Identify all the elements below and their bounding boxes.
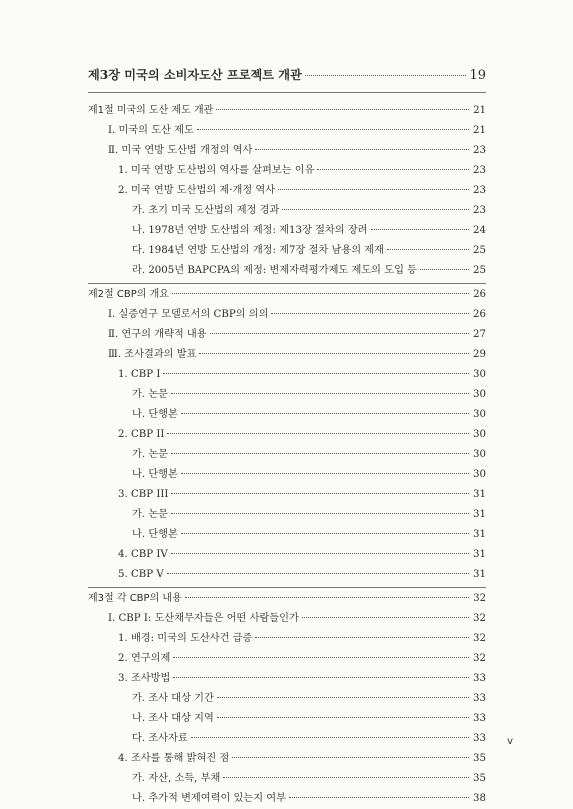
dot-leader [223,777,469,778]
entry-page: 31 [473,509,486,520]
divider [88,587,486,588]
entry-label: Ⅱ. 연구의 개략적 내용 [108,329,207,340]
entry-page: 32 [473,653,486,664]
entry-label: 가. 조사 대상 기간 [132,693,214,704]
toc-entry[interactable] [88,261,486,281]
toc-entry[interactable] [88,485,486,505]
dot-leader [302,617,469,618]
entry-page: 25 [473,245,486,256]
toc-entry[interactable] [88,241,486,261]
entry-page: 33 [473,713,486,724]
entry-page: 26 [473,309,486,320]
entry-page: 32 [473,593,486,604]
entry-page: 27 [473,329,486,340]
entry-page: 35 [473,773,486,784]
dot-leader [305,75,467,76]
entry-label: 나. 1978년 연방 도산법의 제정: 제13장 절차의 장려 [132,225,368,236]
sections-container [88,92,486,809]
entry-label: 가. 논문 [132,509,168,520]
entry-label: 가. 논문 [132,449,168,460]
entry-label: 나. 조사 대상 지역 [132,713,214,724]
dot-leader [271,313,469,314]
divider [88,283,486,284]
dot-leader [167,433,469,434]
entry-page: 23 [473,165,486,176]
toc-entry[interactable] [88,629,486,649]
dot-leader [171,493,469,494]
toc-entry[interactable] [88,729,486,749]
entry-page: 25 [473,265,486,276]
entry-label: 1. 배경: 미국의 도산사건 급증 [118,633,253,644]
toc-entry[interactable] [88,789,486,809]
toc-entry[interactable] [88,405,486,425]
toc-entry[interactable] [88,649,486,669]
toc-entry[interactable] [88,525,486,545]
entry-page: 31 [473,529,486,540]
toc-entry[interactable] [88,121,486,141]
toc-entry[interactable] [88,325,486,345]
section-entry[interactable] [88,101,486,121]
dot-leader [167,573,469,574]
entry-page: 30 [473,369,486,380]
entry-label: Ⅰ. 실증연구 모델로서의 CBP의 의의 [108,309,269,320]
dot-leader [387,249,469,250]
entry-page: 30 [473,469,486,480]
dot-leader [181,413,469,414]
dot-leader [172,293,469,294]
dot-leader [255,149,469,150]
entry-page: 23 [473,185,486,196]
toc-entry[interactable] [88,141,486,161]
dot-leader [255,637,469,638]
page-number-roman: v [507,736,513,747]
dot-leader [210,333,469,334]
toc-entry[interactable] [88,425,486,445]
entry-label: 가. 초기 미국 도산법의 제정 경과 [132,205,280,216]
entry-page: 32 [473,633,486,644]
entry-page: 33 [473,733,486,744]
dot-leader [232,757,469,758]
chapter-entry[interactable] [88,64,486,86]
toc-entry[interactable] [88,181,486,201]
entry-label: 1. 미국 연방 도산법의 역사를 살펴보는 이유 [118,165,315,176]
dot-leader [171,513,469,514]
entry-page: 24 [473,225,486,236]
toc-entry[interactable] [88,345,486,365]
toc-entry[interactable] [88,161,486,181]
entry-page: 30 [473,389,486,400]
entry-label: 2. CBP II [118,429,165,440]
entry-label: Ⅰ. 미국의 도산 제도 [108,125,194,136]
entry-label: 2. 미국 연방 도산법의 제·개정 역사 [118,185,276,196]
entry-label: 나. 단행본 [132,409,178,420]
dot-leader [171,553,469,554]
dot-leader [199,353,469,354]
entry-page: 23 [473,205,486,216]
entry-label: 나. 추가적 변제여력이 있는지 여부 [132,793,286,804]
entry-page: 23 [473,145,486,156]
entry-label: 나. 단행본 [132,529,178,540]
entry-label: 4. CBP IV [118,549,168,560]
entry-page: 21 [473,125,486,136]
entry-label: 다. 1984년 연방 도산법의 개정: 제7장 절차 남용의 제재 [132,245,384,256]
chapter-title: 제3장 미국의 소비자도산 프로젝트 개관 [88,68,302,82]
dot-leader [282,209,469,210]
toc-entry[interactable] [88,385,486,405]
dot-leader [289,797,469,798]
dot-leader [173,677,469,678]
toc-entry[interactable] [88,709,486,729]
entry-label: 3. 조사방법 [118,673,171,684]
entry-page: 30 [473,449,486,460]
entry-label: 나. 단행본 [132,469,178,480]
entry-page: 21 [473,105,486,116]
dot-leader [163,373,469,374]
entry-label: 다. 조사자료 [132,733,188,744]
section-entry[interactable] [88,589,486,609]
toc-entry[interactable] [88,221,486,241]
dot-leader [216,109,469,110]
entry-page: 32 [473,613,486,624]
entry-label: 1. CBP I [118,369,161,380]
entry-page: 38 [473,793,486,804]
entry-label: 4. 조사를 통해 밝혀진 점 [118,753,230,764]
toc-entry[interactable] [88,305,486,325]
entry-page: 29 [473,349,486,360]
entry-page: 30 [473,429,486,440]
entry-label: 제2절 CBP의 개요 [88,289,169,300]
entry-label: Ⅰ. CBP I: 도산채무자들은 어떤 사람들인가 [108,613,299,624]
entry-label: 가. 자산, 소득, 부채 [132,773,221,784]
entry-label: 가. 논문 [132,389,168,400]
toc-entry[interactable] [88,445,486,465]
entry-label: Ⅱ. 미국 연방 도산법 개정의 역사 [108,145,253,156]
section-entry[interactable] [88,285,486,305]
chapter-page: 19 [469,68,486,83]
entry-label: 제1절 미국의 도산 제도 개관 [88,105,214,116]
toc-entry[interactable] [88,545,486,565]
toc-entry[interactable] [88,365,486,385]
toc-entry[interactable] [88,669,486,689]
toc-entry[interactable] [88,609,486,629]
dot-leader [197,129,469,130]
entry-label: 제3절 각 CBP의 내용 [88,593,182,604]
dot-leader [420,269,469,270]
toc-entry[interactable] [88,565,486,585]
toc-entry[interactable] [88,505,486,525]
dot-leader [191,737,469,738]
entry-page: 33 [473,693,486,704]
entry-page: 33 [473,673,486,684]
toc-entry[interactable] [88,769,486,789]
dot-leader [278,189,469,190]
dot-leader [217,697,469,698]
toc-entry[interactable] [88,689,486,709]
dot-leader [317,169,469,170]
dot-leader [371,229,469,230]
entry-page: 35 [473,753,486,764]
dot-leader [171,393,469,394]
entry-label: 3. CBP III [118,489,169,500]
entry-page: 26 [473,289,486,300]
dot-leader [181,533,469,534]
dot-leader [185,597,469,598]
entry-page: 30 [473,409,486,420]
entry-page: 31 [473,489,486,500]
entry-page: 31 [473,549,486,560]
toc-entry[interactable] [88,749,486,769]
dot-leader [173,657,469,658]
entry-label: Ⅲ. 조사결과의 발표 [108,349,197,360]
entry-label: 5. CBP V [118,569,164,580]
table-of-contents [88,64,486,809]
divider [88,92,486,93]
dot-leader [171,453,469,454]
entry-label: 라. 2005년 BAPCPA의 제정: 변제자력평가제도 제도의 도입 등 [132,265,418,276]
toc-entry[interactable] [88,201,486,221]
entry-page: 31 [473,569,486,580]
dot-leader [181,473,469,474]
toc-entry[interactable] [88,465,486,485]
dot-leader [217,717,469,718]
entry-label: 2. 연구의제 [118,653,171,664]
